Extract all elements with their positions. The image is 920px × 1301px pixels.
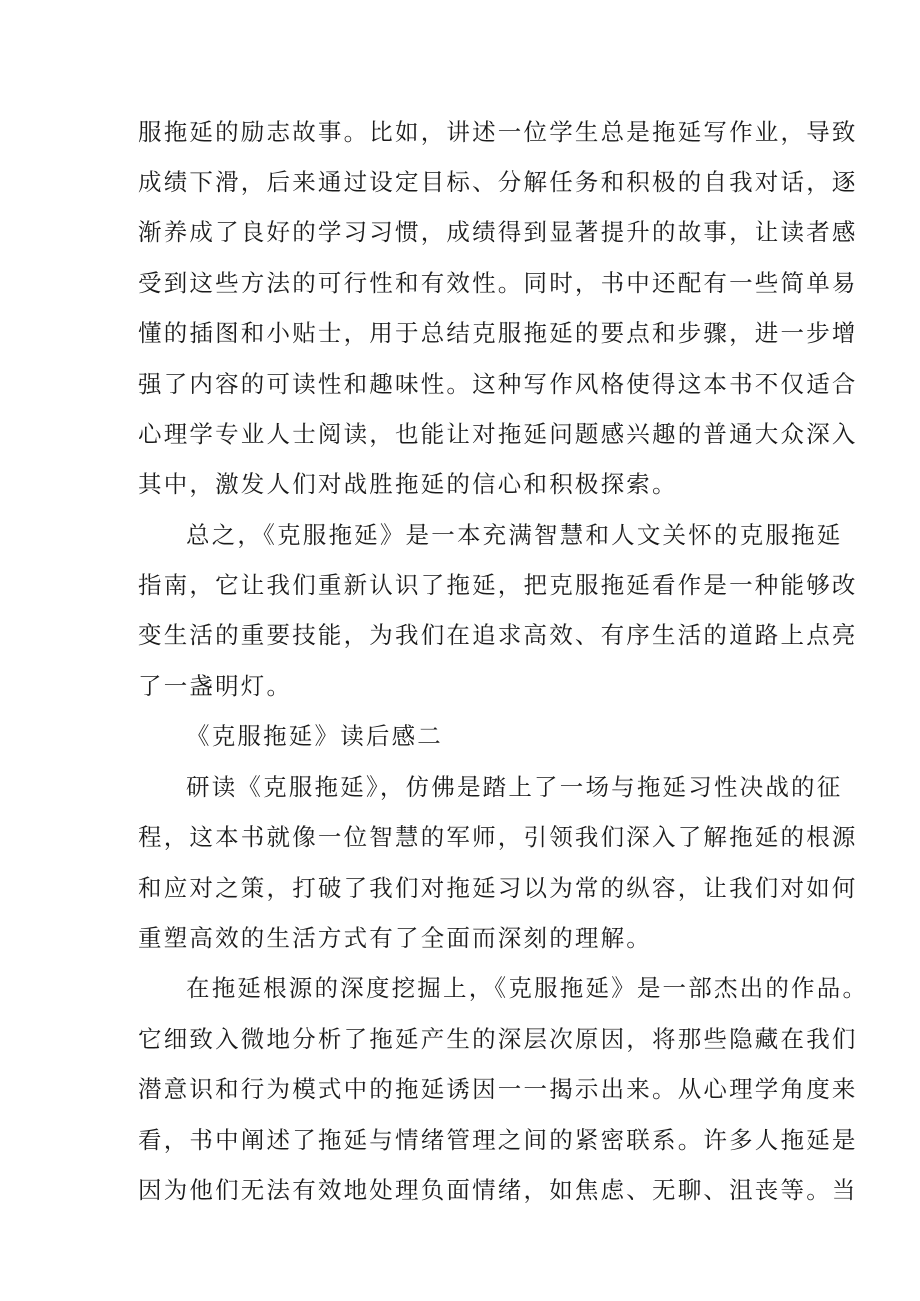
text-line: 重塑高效的生活方式有了全面而深刻的理解。: [138, 924, 652, 952]
text-line: 和应对之策，打破了我们对拖延习以为常的纵容，让我们对如何: [138, 874, 858, 902]
text-line: 看，书中阐述了拖延与情绪管理之间的紧密联系。许多人拖延是: [138, 1126, 858, 1154]
text-line: 懂的插图和小贴士，用于总结克服拖延的要点和步骤，进一步增: [138, 319, 858, 347]
paragraph-start-line: 总之，《克服拖延》是一本充满智慧和人文关怀的克服拖延: [186, 521, 843, 549]
text-line: 受到这些方法的可行性和有效性。同时，书中还配有一些简单易: [138, 269, 858, 297]
text-line: 其中，激发人们对战胜拖延的信心和积极探索。: [138, 470, 678, 498]
text-line: 因为他们无法有效地处理负面情绪，如焦虑、无聊、沮丧等。当: [138, 1176, 858, 1204]
paragraph-start-line: 研读《克服拖延》，仿佛是踏上了一场与拖延习性决战的征: [186, 773, 843, 801]
text-line: 心理学专业人士阅读，也能让对拖延问题感兴趣的普通大众深入: [138, 420, 858, 448]
section-heading: 《克服拖延》读后感二: [186, 722, 443, 750]
text-line: 渐养成了良好的学习习惯，成绩得到显著提升的故事，让读者感: [138, 218, 858, 246]
text-line: 指南，它让我们重新认识了拖延，把克服拖延看作是一种能够改: [138, 571, 858, 599]
text-line: 成绩下滑，后来通过设定目标、分解任务和积极的自我对话，逐: [138, 168, 858, 196]
text-line: 它细致入微地分析了拖延产生的深层次原因，将那些隐藏在我们: [138, 1025, 858, 1053]
paragraph-start-line: 在拖延根源的深度挖掘上，《克服拖延》是一部杰出的作品。: [186, 974, 869, 1002]
text-line: 变生活的重要技能，为我们在追求高效、有序生活的道路上点亮: [138, 621, 858, 649]
text-line: 服拖延的励志故事。比如，讲述一位学生总是拖延写作业，导致: [138, 118, 858, 146]
text-line: 潜意识和行为模式中的拖延诱因一一揭示出来。从心理学角度来: [138, 1075, 858, 1103]
text-line: 了一盏明灯。: [138, 672, 293, 700]
text-line: 程，这本书就像一位智慧的军师，引领我们深入了解拖延的根源: [138, 823, 858, 851]
text-line: 强了内容的可读性和趣味性。这种写作风格使得这本书不仅适合: [138, 370, 858, 398]
